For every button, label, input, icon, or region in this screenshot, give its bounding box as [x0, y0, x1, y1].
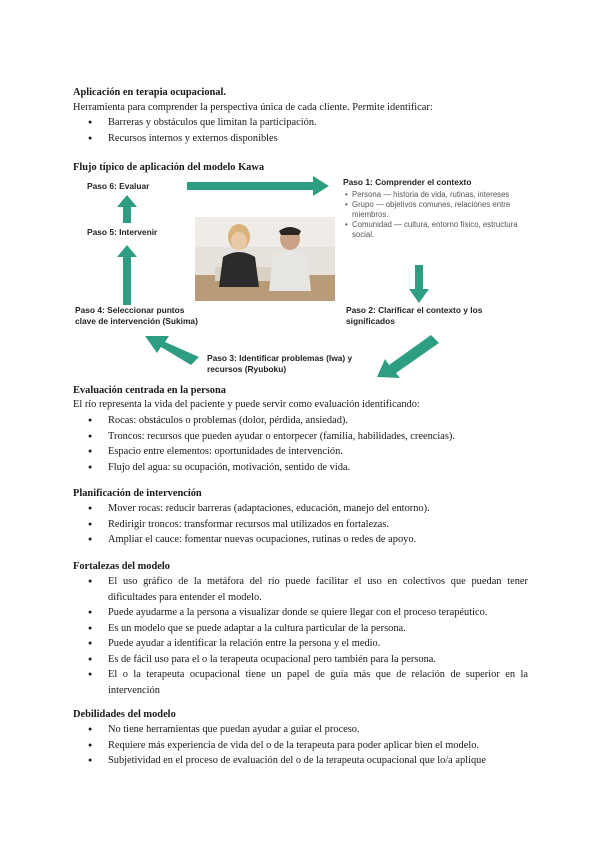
section-title-aplicacion: Aplicación en terapia ocupacional.: [73, 87, 226, 98]
arrow-step4-to-step5: [117, 245, 137, 305]
list-item: ● Flujo del agua: su ocupación, motivación, sentido de vida.: [73, 460, 528, 476]
step-1-sublist: [343, 190, 531, 240]
list-item: ● Mover rocas: reducir barreras (adaptaciones, educación, manejo del entorno).: [73, 501, 528, 517]
list-planificacion: [73, 501, 528, 548]
list-item: ● Troncos: recursos que pueden ayudar o entorpecer (familia, habilidades, creencias).: [73, 429, 528, 445]
step-1-label: Paso 1: Comprender el contexto: [343, 177, 472, 187]
step-4-label: Paso 4: Seleccionar puntos clave de intervención (Sukima): [75, 305, 198, 326]
step-1-subitem: • Persona — historia de vida, rutinas, intereses: [343, 190, 531, 200]
therapy-photo: [195, 217, 335, 301]
list-item: ● Ampliar el cauce: fomentar nuevas ocupaciones, rutinas o redes de apoyo.: [73, 532, 528, 548]
list-item: ● Puede ayudarme a la persona a visualizar donde se quiere llegar con el proceso terapéutico.: [73, 605, 528, 621]
step-1-subitem: • Comunidad — cultura, entorno físico, estructura social.: [343, 220, 531, 240]
section-title-debilidades: Debilidades del modelo: [73, 709, 176, 720]
arrow-step5-to-step6: [117, 195, 137, 223]
list-item: ● Redirigir troncos: transformar recursos mal utilizados en fortalezas.: [73, 517, 528, 533]
step-6-label: Paso 6: Evaluar: [87, 181, 150, 191]
list-evaluacion: [73, 413, 528, 475]
list-item: ● No tiene herramientas que puedan ayudar a guiar el proceso.: [73, 722, 528, 738]
step-5-label: Paso 5: Intervenir: [87, 227, 158, 237]
list-aplicacion: [73, 115, 528, 146]
step-2-label: Paso 2: Clarificar el contexto y los significados: [346, 305, 483, 326]
list-fortalezas: [73, 574, 528, 698]
arrow-step6-to-step1: [185, 176, 329, 196]
list-item: ● Requiere más experiencia de vida del o de la terapeuta para poder aplicar bien el modelo.: [73, 738, 528, 754]
arrow-step1-to-step2: [409, 265, 429, 303]
list-item: ● Barreras y obstáculos que limitan la participación.: [73, 115, 528, 131]
step-1-box: [341, 175, 533, 242]
step-3-label: Paso 3: Identificar problemas (Iwa) y recursos (Ryuboku): [207, 353, 353, 374]
intro-evaluacion: El río representa la vida del paciente y puede servir como evaluación identificando:: [73, 399, 420, 410]
arrow-step2-to-step3: [377, 335, 439, 378]
step-1-subitem: • Grupo — objetivos comunes, relaciones entre miembros.: [343, 200, 531, 220]
list-item: ● Subjetividad en el proceso de evaluación del o de la terapeuta ocupacional que lo/a aplique: [73, 753, 528, 769]
list-item: ● Espacio entre elementos: oportunidades de intervención.: [73, 444, 528, 460]
list-debilidades: [73, 722, 528, 769]
list-item: ● Puede ayudar a identificar la relación entre la persona y el medio.: [73, 636, 528, 652]
step-5-box: [87, 227, 187, 238]
list-item: ● Es de fácil uso para el o la terapeuta ocupacional pero también para la persona.: [73, 652, 528, 668]
step-2-box: [346, 305, 506, 327]
photo-illustration: [195, 217, 335, 301]
kawa-flow-diagram: [73, 175, 531, 380]
arrow-step3-to-step4: [145, 336, 199, 365]
section-title-planificacion: Planificación de intervención: [73, 488, 202, 499]
list-item: ● El uso gráfico de la metáfora del río puede facilitar el uso en colectivos que puedan tener dificultades para entender el modelo.: [73, 574, 528, 605]
step-6-box: [87, 181, 187, 192]
list-item: ● Rocas: obstáculos o problemas (dolor, pérdida, ansiedad).: [73, 413, 528, 429]
step-4-box: [75, 305, 205, 327]
intro-aplicacion: Herramienta para comprender la perspectiva única de cada cliente. Permite identificar:: [73, 102, 433, 113]
section-title-fortalezas: Fortalezas del modelo: [73, 561, 170, 572]
section-title-flujo: Flujo típico de aplicación del modelo Kawa: [73, 162, 265, 173]
section-title-evaluacion: Evaluación centrada en la persona: [73, 385, 226, 396]
list-item: ● Es un modelo que se puede adaptar a la cultura particular de la persona.: [73, 621, 528, 637]
step-3-box: [207, 353, 373, 375]
list-item: ● Recursos internos y externos disponibles: [73, 131, 528, 147]
list-item: ● El o la terapeuta ocupacional tiene un papel de guía más que de relación de superior en la intervención: [73, 667, 528, 698]
